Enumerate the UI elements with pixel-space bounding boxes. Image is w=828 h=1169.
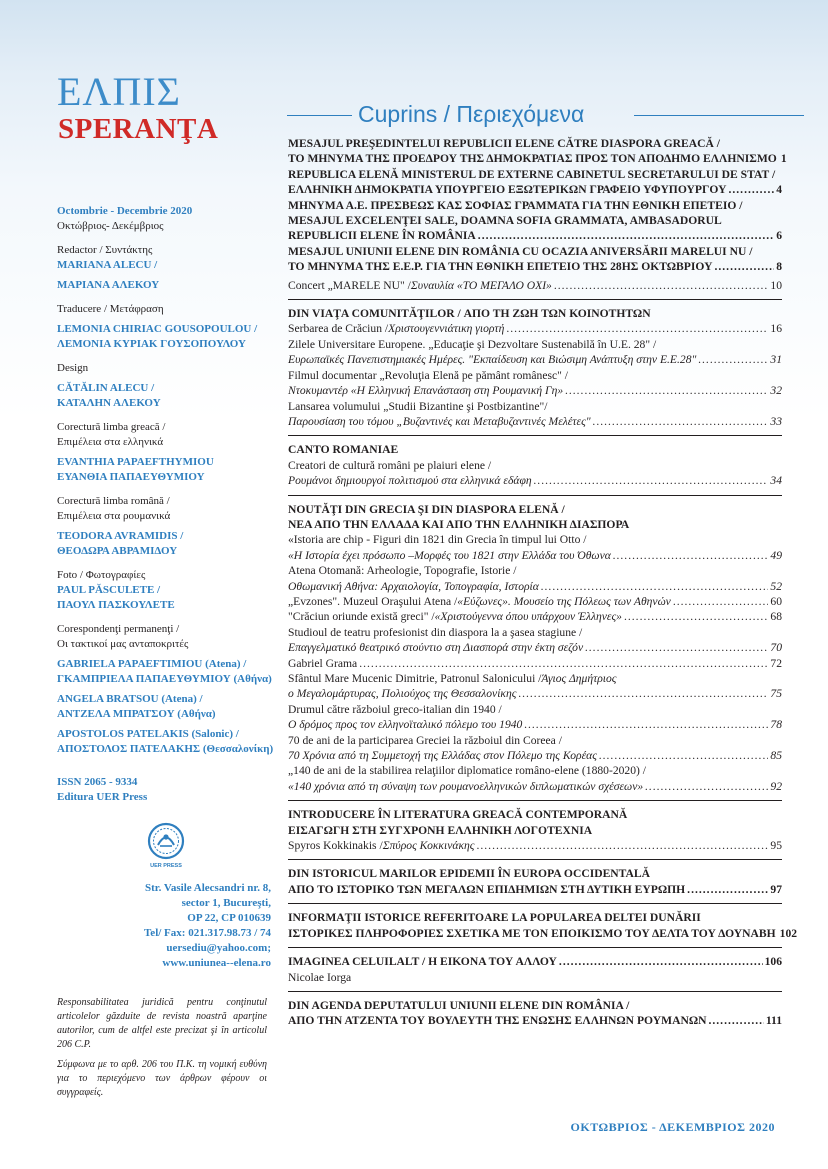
address-phone: Tel/ Fax: 021.317.98.73 / 74 xyxy=(143,927,271,939)
toc-section-title: ΕΙΣΑΓΩΓΗ ΣΤΗ ΣΥΓΧΡΟΝΗ ΕΛΛΗΝΙΚΗ ΛΟΓΟΤΕΧΝΙΑ xyxy=(288,823,593,837)
toc-entry-line: Spyros Kokkinakis / Σπύρος Κοκκινάκης ..... 95 xyxy=(288,838,782,853)
toc-entry-line: Ο δρόμος προς τον ελληνοϊταλικό πόλεμο του 1940 ..... 78 xyxy=(288,717,782,732)
footer-issue-date: ΟΚΤΩΒΡΙΟΣ - ΔΕΚΕΜΒΡΙΟΣ 2020 xyxy=(570,1120,775,1134)
logo-text: UER PRESS xyxy=(150,863,182,869)
toc-entry-line: Παρουσίαση του τόμου „Βυζαντινές και Μεταβυζαντινές Μελέτες" ..... 33 xyxy=(288,414,782,429)
section-divider xyxy=(288,947,782,948)
photographer-name-ro: PAUL PĂSCULETE / xyxy=(57,584,161,596)
toc-entry-line: Επαγγελματικό θεατρικό στούντιο στη Διασπορά στην έκτη σεζόν ..... 70 xyxy=(288,640,782,655)
photographer-name-gr: ΠΑΟΥΛ ΠΑΣΚΟΥΛΕΤΕ xyxy=(57,599,175,611)
toc-entry-line: Atena Otomană: Arheologie, Topografie, Istorie / xyxy=(288,564,517,578)
heading-rule-left xyxy=(287,115,352,116)
toc-entry-line: Serbarea de Crăciun / Χριστουγεννιάτικη γιορτή ..... 16 xyxy=(288,321,782,336)
heading-rule-right xyxy=(634,115,804,116)
proof-greek-name-ro: EVANTHIA PAPAEFTHYMIOU xyxy=(57,456,214,468)
toc-section-title: NOUTĂŢI DIN GRECIA ŞI DIN DIASPORA ELENĂ / xyxy=(288,502,565,516)
address-website[interactable]: www.uniunea--elena.ro xyxy=(162,957,271,969)
photo-label: Foto / Φωτογραφίες xyxy=(57,569,146,581)
toc-entry-line: ΕΛΛΗΝΙΚΗ ΔΗΜΟΚΡΑΤΙΑ ΥΠΟΥΡΓΕΙΟ ΕΞΩΤΕΡΙΚΩΝ ΓΡΑΦΕΙΟ ΥΦΥΠΟΥΡΓΟΥ ..... 4 xyxy=(288,182,782,197)
toc-entry-line: «Η Ιστορία έχει πρόσωπο –Μορφές του 1821 στην Ελλάδα του Όθωνα ..... 49 xyxy=(288,548,782,563)
toc-page-number: 106 xyxy=(764,955,782,969)
proof-greek-label-gr: Επιμέλεια στα ελληνικά xyxy=(57,436,164,448)
toc-entry-line: Zilele Universitare Europene. „Educaţie şi Dezvoltare Sustenabilă în U.E. 28" / xyxy=(288,337,657,351)
toc-entry-line: «140 χρόνια από τη σύναψη των ρουμανοελληνικών διπλωματικών σχέσεων» ..... 92 xyxy=(288,779,782,794)
section-divider xyxy=(288,435,782,436)
toc-page-number: 32 xyxy=(770,384,782,398)
correspondent-1-gr: ΓΚΑΜΠΡΙΕΛΑ ΠΑΠΑΕΥΘΥΜΙΟΥ (Αθήνα) xyxy=(57,673,272,685)
correspondent-3-gr: ΑΠΟΣΤΟΛΟΣ ΠΑΤΕΛΑΚΗΣ (Θεσσαλονίκη) xyxy=(57,743,274,755)
publisher-address xyxy=(57,881,271,971)
contents-heading: Cuprins / Περιεχόμενα xyxy=(358,101,585,127)
address-sector: sector 1, Bucureşti, xyxy=(181,897,271,909)
toc-section-title: INFORMAŢII ISTORICE REFERITOARE LA POPULAREA DELTEI DUNĂRII xyxy=(288,911,701,925)
correspondents-label-gr: Οι τακτικοί μας ανταποκριτές xyxy=(57,638,189,650)
section-divider xyxy=(288,495,782,496)
section-divider xyxy=(288,903,782,904)
editor-name-gr: ΜΑΡΙΑΝΑ ΑΛΕΚΟΥ xyxy=(57,279,160,291)
issue-date-ro: Octombrie - Decembrie 2020 xyxy=(57,205,193,217)
translator-name-gr: ΛΕΜΟΝΙΑ ΚΥΡΙΑΚ ΓΟΥΣΟΠΟΥΛΟΥ xyxy=(57,338,246,350)
toc-entry-line: Creatori de cultură români pe plaiuri elene / xyxy=(288,458,492,472)
proof-greek-label: Corectură limba greacă / xyxy=(57,421,166,433)
toc-page-number: 52 xyxy=(770,579,782,593)
proof-romanian-name-gr: ΘΕΟΔΩΡΑ ΑΒΡΑΜΙΔΟΥ xyxy=(57,545,178,557)
toc-section-title: DIN AGENDA DEPUTATULUI UNIUNII ELENE DIN ROMÂNIA / xyxy=(288,998,630,1012)
toc-section-title: DIN VIAŢA COMUNITĂŢILOR / ΑΠΟ ΤΗ ΖΩΗ ΤΩΝ ΚΟΙΝΟΤΗΤΩΝ xyxy=(288,307,651,321)
toc-page-number: 92 xyxy=(770,779,782,793)
toc-page-number: 111 xyxy=(765,1014,782,1028)
toc-section-title: INTRODUCERE ÎN LITERATURA GREACĂ CONTEMPORANĂ xyxy=(288,808,628,822)
toc-entry-line: REPUBLICII ELENE ÎN ROMÂNIA ..... 6 xyxy=(288,228,782,243)
section-divider xyxy=(288,859,782,860)
masthead-title-greek: ΕΛΠΙΣ xyxy=(57,69,181,114)
translation-label: Traducere / Μετάφραση xyxy=(57,303,164,315)
toc-section-title: ΙΣΤΟΡΙΚΕΣ ΠΛΗΡΟΦΟΡΙΕΣ ΣΧΕΤΙΚΑ ΜΕ ΤΟΝ ΕΠΟΙΚΙΣΜΟ ΤΟΥ ΔΕΛΤΑ ΤΟΥ ΔΟΥΝΑΒΗ 102 xyxy=(288,926,798,940)
toc-entry-line: Drumul către războiul greco-italian din 1940 / xyxy=(288,702,502,716)
proof-greek-name-gr: ΕΥΑΝΘΙΑ ΠΑΠΑΕΥΘΥΜΙΟΥ xyxy=(57,471,205,483)
disclaimer-gr: Σύμφωνα με το αρθ. 206 του Π.Κ. τη νομική ευθύνη για το περιεχόμενο των άρθρων φέρουν οι συγγραφείς. xyxy=(57,1059,267,1098)
correspondent-2-gr: ΑΝΤΖΕΛΑ ΜΠΡΑΤΣΟΥ (Αθήνα) xyxy=(57,708,216,720)
table-of-contents xyxy=(288,136,798,1029)
toc-page-number: 16 xyxy=(770,322,782,336)
legal-disclaimer xyxy=(57,996,267,1106)
toc-page-number: 10 xyxy=(770,278,782,292)
toc-page-number: 78 xyxy=(770,718,782,732)
section-divider xyxy=(288,800,782,801)
toc-page-number: 102 xyxy=(779,926,798,940)
toc-page-number: 68 xyxy=(770,610,782,624)
toc-page-number: 1 xyxy=(780,152,787,166)
toc-entry-line: Filmul documentar „Revoluţia Elenă pe pământ românesc" / xyxy=(288,368,568,382)
toc-entry-line: MESAJUL UNIUNII ELENE DIN ROMÂNIA CU OCAZIA ANIVERSĂRII MARELUI NU / xyxy=(288,244,753,258)
toc-section-title: ΝΕΑ ΑΠΟ ΤΗΝ ΕΛΛΑΔΑ ΚΑΙ ΑΠΟ ΤΗΝ ΕΛΛΗΝΙΚΗ ΔΙΑΣΠΟΡΑ xyxy=(288,517,630,531)
toc-entry-line: Ευρωπαϊκές Πανεπιστημιακές Ημέρες. "Εκπαίδευση και Βιώσιμη Ανάπτυξη στην Ε.Ε.28" ..... 31 xyxy=(288,352,782,367)
uer-press-logo-icon xyxy=(146,822,186,870)
toc-page-number: 33 xyxy=(770,414,782,428)
toc-entry-line: MESAJUL PREŞEDINTELUI REPUBLICII ELENE CĂTRE DIASPORA GREACĂ / xyxy=(288,137,720,150)
toc-entry-line: 70 de ani de la participarea Greciei la războiul din Coreea / xyxy=(288,733,562,747)
toc-entry-line: „Evzones". Muzeul Oraşului Atena / «Εύζωνες». Μουσείο της Πόλεως των Αθηνών ..... 60 xyxy=(288,594,782,609)
toc-entry-line: Ρουμάνοι δημιουργοί πολιτισμού στα ελληνικά εδάφη ..... 34 xyxy=(288,473,782,488)
correspondent-2-ro: ANGELA BRATSOU (Atena) / xyxy=(57,693,203,705)
toc-page-number: 97 xyxy=(770,882,782,896)
disclaimer-ro: Responsabilitatea juridică pentru conţinutul articolelor găzduite de revista noastră aparţine autorilor, cum de altfel este precizat şi în articolul 206 C.P. xyxy=(57,997,267,1050)
toc-entry-line: "Crăciun oriunde există greci" / «Χριστούγεννα όπου υπάρχουν Έλληνες» ..... 68 xyxy=(288,609,782,624)
toc-entry-line: Nicolae Iorga xyxy=(288,970,352,984)
proof-romanian-label-gr: Επιμέλεια στα ρουμανικά xyxy=(57,510,171,522)
toc-page-number: 75 xyxy=(770,687,782,701)
address-postal: OP 22, CP 010639 xyxy=(187,912,271,924)
section-divider xyxy=(288,299,782,300)
sidebar-credits xyxy=(57,204,283,805)
toc-entry-line: Lansarea volumului „Studii Bizantine şi Postbizantine"/ xyxy=(288,399,548,413)
toc-entry-line: Οθωμανική Αθήνα: Αρχαιολογία, Τοπογραφία, Ιστορία ..... 52 xyxy=(288,579,782,594)
toc-section-title: ΑΠΟ ΤΟ ΙΣΤΟΡΙΚΟ ΤΩΝ ΜΕΓΑΛΩΝ ΕΠΙΔΗΜΙΩΝ ΣΤΗ ΔΥΤΙΚΗ ΕΥΡΩΠΗ ..... 97 xyxy=(288,882,782,897)
address-street: Str. Vasile Alecsandri nr. 8, xyxy=(144,882,271,894)
toc-entry-line: ΜΗΝΥΜΑ Α.Ε. ΠΡΕΣΒΕΩΣ ΚΑΣ ΣΟΦΙΑΣ ΓΡΑΜΜΑΤΑ ΓΙΑ ΤΗΝ ΕΘΝΙΚΗ ΕΠΕΤΕΙΟ / xyxy=(288,198,743,212)
toc-section-title: CANTO ROMANIAE xyxy=(288,443,399,457)
toc-page-number: 31 xyxy=(770,353,782,367)
publisher: Editura UER Press xyxy=(57,791,148,803)
section-divider xyxy=(288,991,782,992)
correspondents-label: Corespondenţi permanenţi / xyxy=(57,623,180,635)
toc-page-number: 72 xyxy=(770,656,782,670)
toc-page-number: 49 xyxy=(770,548,782,562)
toc-page-number: 4 xyxy=(776,183,782,197)
toc-entry-line: REPUBLICA ELENĂ MINISTERUL DE EXTERNE CABINETUL SECRETARULUI DE STAT / xyxy=(288,167,776,181)
toc-page-number: 60 xyxy=(770,594,782,608)
issue-date-gr: Οκτώβριος- Δεκέμβριος xyxy=(57,220,164,232)
design-label: Design xyxy=(57,362,89,374)
toc-entry-line: Concert „MARELE NU" / Συναυλία «ΤΟ ΜΕΓΑΛΟ ΟΧΙ» ..... 10 xyxy=(288,278,782,293)
toc-section-title: ΑΠΟ ΤΗΝ ΑΤΖΕΝΤΑ ΤΟΥ ΒΟΥΛΕΥΤΗ ΤΗΣ ΕΝΩΣΗΣ ΕΛΛΗΝΩΝ ΡΟΥΜΑΝΩΝ ..... 111 xyxy=(288,1013,782,1028)
toc-entry-line: ο Μεγαλομάρτυρας, Πολιούχος της Θεσσαλονίκης ..... 75 xyxy=(288,686,782,701)
toc-page-number: 34 xyxy=(770,474,782,488)
toc-page-number: 95 xyxy=(770,839,782,853)
proof-romanian-name-ro: TEODORA AVRAMIDIS / xyxy=(57,530,184,542)
editor-label: Redactor / Συντάκτης xyxy=(57,244,153,256)
toc-entry-line: „140 de ani de la stabilirea relaţiilor diplomatice româno-elene (1880-2020) / xyxy=(288,764,646,778)
toc-page-number: 70 xyxy=(770,641,782,655)
toc-entry-line: 70 Χρόνια από τη Συμμετοχή της Ελλάδας στον Πόλεμο της Κορέας ..... 85 xyxy=(288,748,782,763)
toc-page-number: 6 xyxy=(776,229,782,243)
toc-entry-line: «Istoria are chip - Figuri din 1821 din Grecia în timpul lui Otto / xyxy=(288,533,587,547)
toc-entry-line: Studioul de teatru profesionist din diaspora la a şasea stagiune / xyxy=(288,625,583,639)
editor-name-ro: MARIANA ALECU / xyxy=(57,259,158,271)
designer-name-gr: ΚΑΤΑΛΗΝ ΑΛΕΚΟΥ xyxy=(57,397,161,409)
proof-romanian-label: Corectură limba română / xyxy=(57,495,170,507)
issn: ISSN 2065 - 9334 xyxy=(57,776,138,788)
toc-entry-line: Gabriel Grama ..... 72 xyxy=(288,656,782,671)
correspondent-1-ro: GABRIELA PAPAEFTIMIOU (Atena) / xyxy=(57,658,247,670)
designer-name-ro: CĂTĂLIN ALECU / xyxy=(57,382,155,394)
correspondent-3-ro: APOSTOLOS PATELAKIS (Salonic) / xyxy=(57,728,239,740)
toc-page-number: 8 xyxy=(776,260,782,274)
translator-name-ro: LEMONIA CHIRIAC GOUSOPOULOU / xyxy=(57,323,258,335)
toc-entry-line: MESAJUL EXCELENŢEI SALE, DOAMNA SOFIA GRAMMATA, AMBASADORUL xyxy=(288,214,722,228)
toc-section-title: DIN ISTORICUL MARILOR EPIDEMII ÎN EUROPA OCCIDENTALĂ xyxy=(288,867,651,881)
toc-entry-line: ΤΟ ΜΗΝΥΜΑ ΤΗΣ Ε.Ε.Ρ. ΓΙΑ ΤΗΝ ΕΘΝΙΚΗ ΕΠΕΤΕΙΟ ΤΗΣ 28ΗΣ ΟΚΤΩΒΡΙΟΥ ..... 8 xyxy=(288,259,782,274)
address-email[interactable]: uersediu@yahoo.com; xyxy=(166,942,271,954)
toc-entry-line: Sfântul Mare Mucenic Dimitrie, Patronul Salonicului / Άγιος Δημήτριος xyxy=(288,672,617,685)
toc-section-title: IMAGINEA CELUILALT / Η ΕΙΚΟΝΑ ΤΟΥ ΑΛΛΟΥ ..... 106 xyxy=(288,954,782,969)
masthead-title-romanian: SPERANŢA xyxy=(58,113,219,145)
toc-entry-line: ΤΟ ΜΗΝΥΜΑ ΤΗΣ ΠΡΟΕΔΡΟΥ ΤΗΣ ΔΗΜΟΚΡΑΤΙΑΣ ΠΡΟΣ ΤΟΝ ΑΠΟΔΗΜΟ ΕΛΛΗΝΙΣΜΟ 1 xyxy=(288,152,787,166)
toc-page-number: 85 xyxy=(770,749,782,763)
toc-entry-line: Ντοκυμαντέρ «Η Ελληνική Επανάσταση στη Ρουμανική Γη» ..... 32 xyxy=(288,383,782,398)
